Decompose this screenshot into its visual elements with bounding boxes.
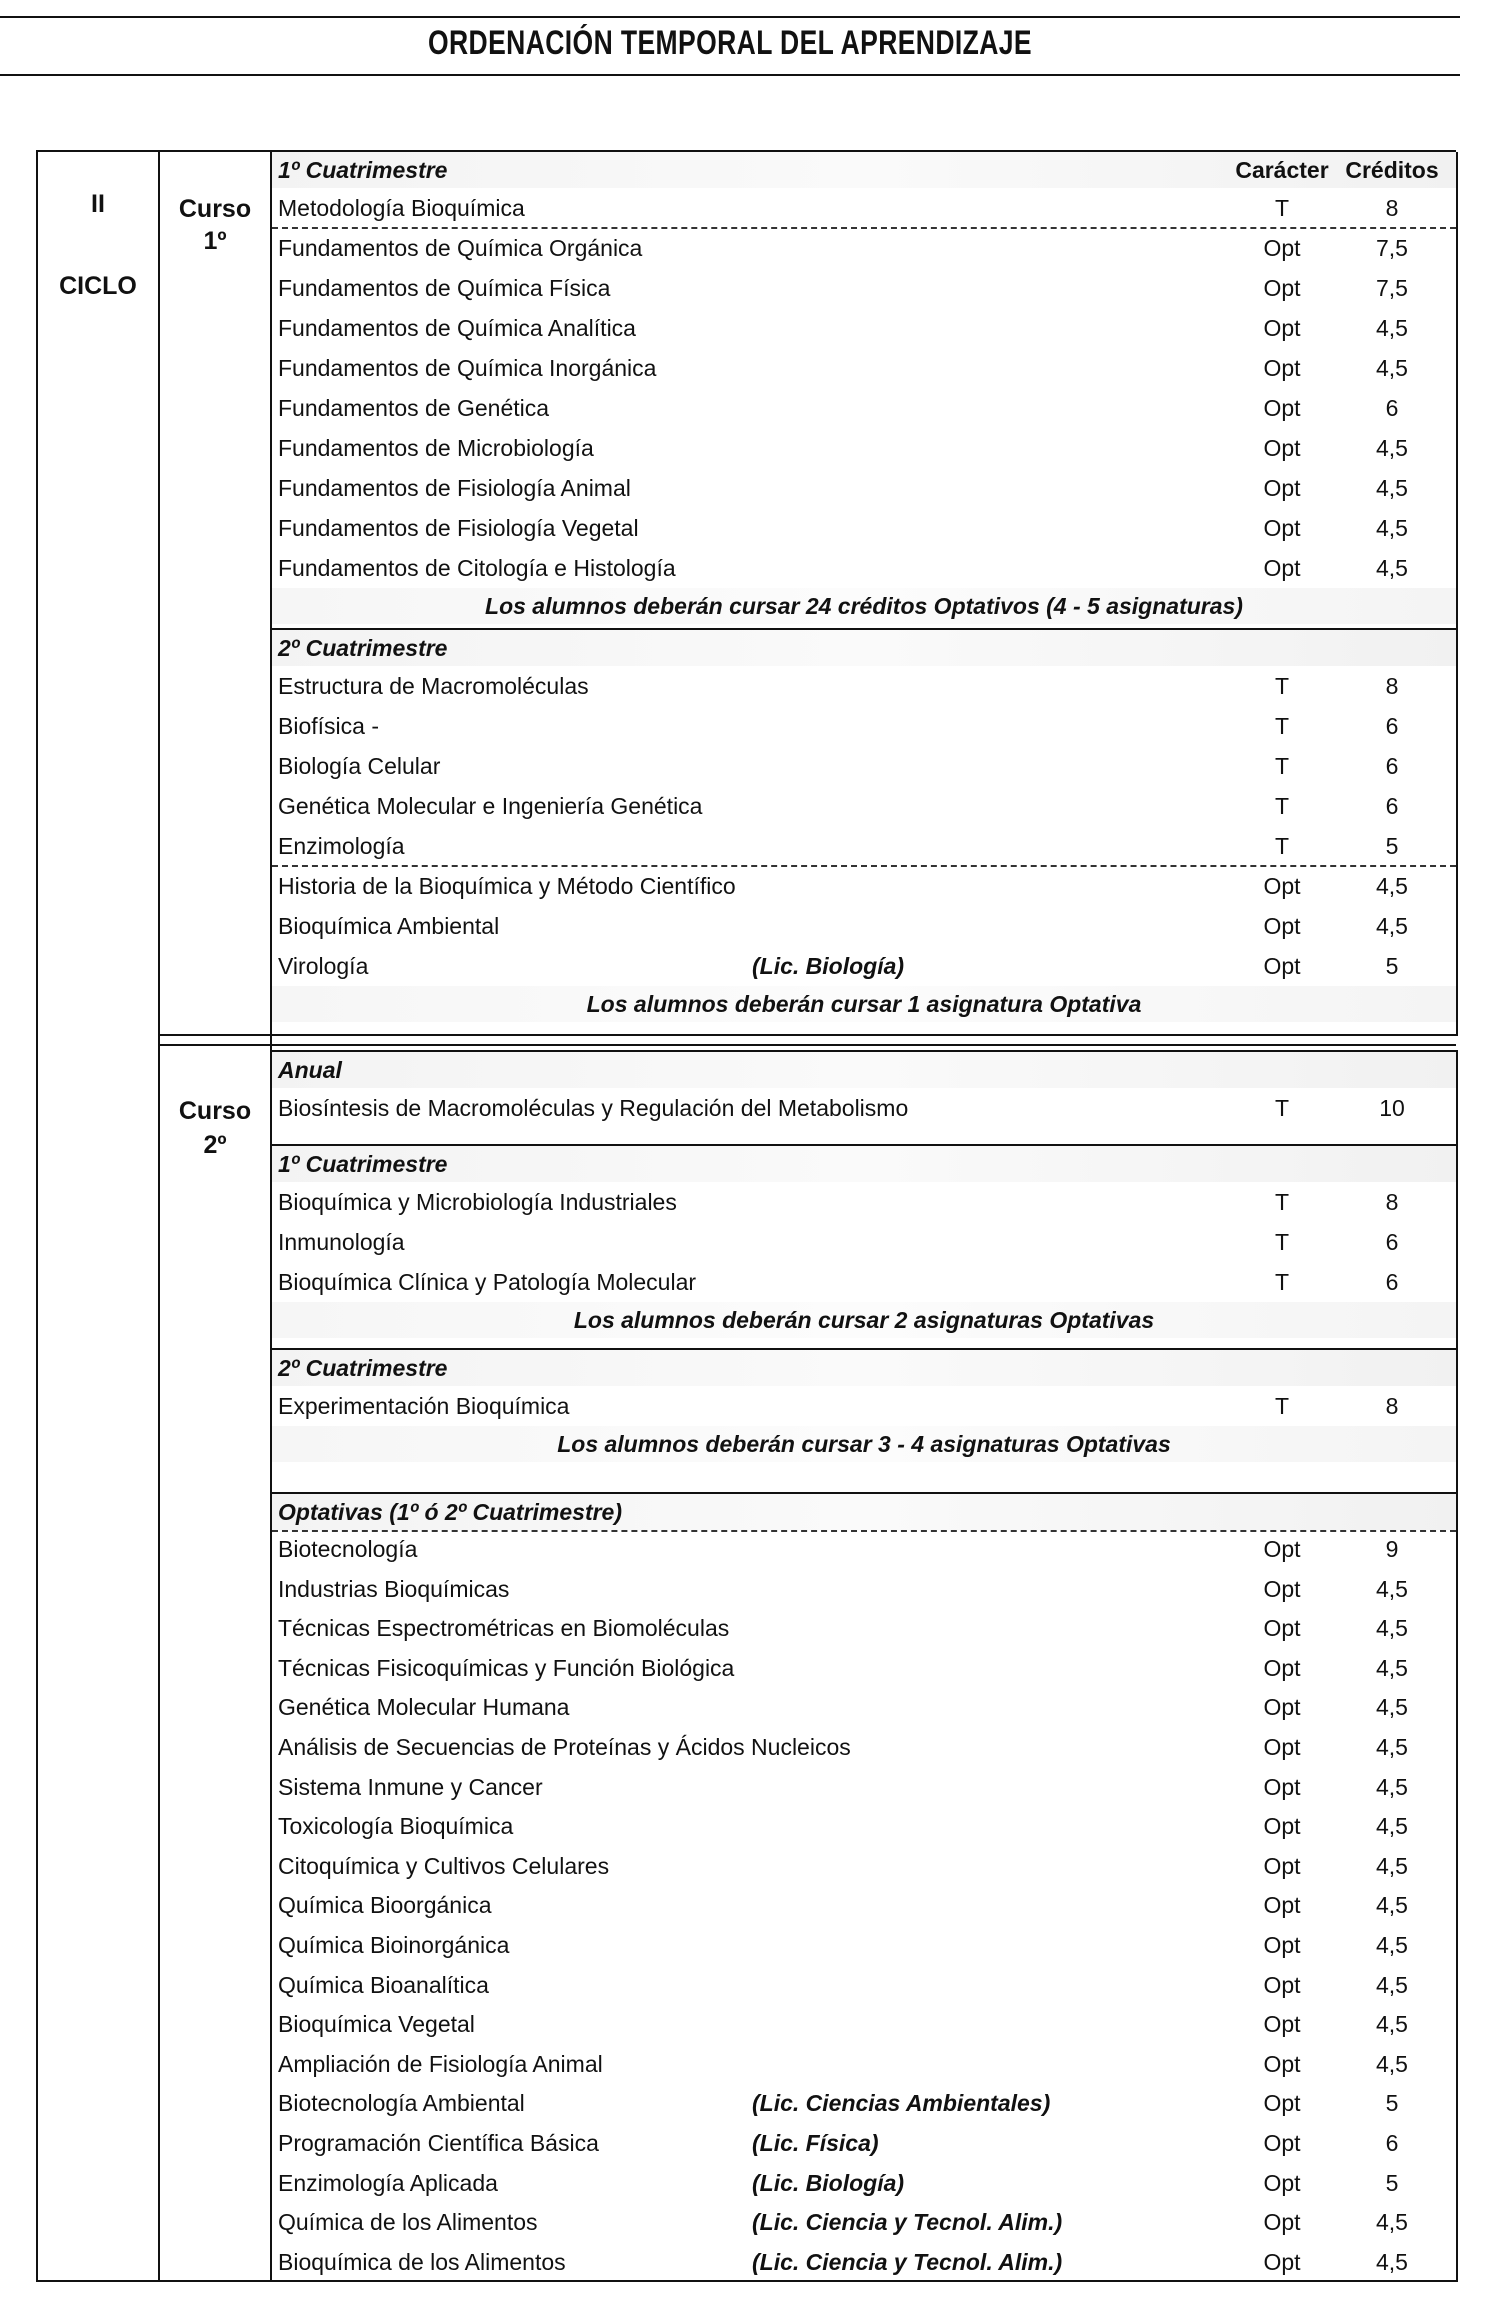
subject-row [272, 2243, 1456, 2283]
ciclo-number: II [91, 190, 105, 218]
subject-row [272, 2005, 1456, 2045]
subject-row [272, 666, 1456, 706]
subject-credits: 7,5 [1376, 275, 1408, 301]
subject-note: (Lic. Ciencia y Tecnol. Alim.) [752, 2248, 1063, 2275]
subject-type: Opt [1263, 1694, 1301, 1721]
subject-type: T [1274, 753, 1290, 779]
page-header [0, 0, 1485, 75]
subject-credits: 6 [1385, 2130, 1399, 2156]
subject-name: Química Bioorgánica [278, 1892, 492, 1919]
subject-credits: 5 [1385, 2090, 1399, 2117]
subject-type: Opt [1263, 1813, 1301, 1840]
subject-credits: 6 [1385, 1269, 1399, 1295]
section-header [272, 152, 1456, 188]
subject-credits: 8 [1385, 195, 1399, 221]
subject-row [272, 348, 1456, 388]
subject-type: Opt [1263, 275, 1301, 301]
subject-row [272, 2045, 1456, 2085]
subject-type: Opt [1263, 395, 1301, 421]
subject-type: Opt [1263, 953, 1301, 979]
subject-type: T [1274, 833, 1290, 859]
subject-row [272, 786, 1456, 826]
subject-row [272, 946, 1456, 986]
subject-credits: 10 [1379, 1095, 1405, 1121]
subject-type: Opt [1263, 555, 1301, 581]
subject-type: Opt [1263, 2050, 1301, 2077]
subject-type: Opt [1263, 475, 1301, 501]
subject-credits: 6 [1385, 713, 1399, 739]
subject-name: Técnicas Fisicoquímicas y Función Biológica [278, 1654, 735, 1681]
year2-annual-block [272, 1050, 1458, 1146]
subject-row [272, 2164, 1456, 2204]
subject-credits: 6 [1385, 395, 1399, 421]
section-header [272, 630, 1456, 666]
subject-name: Enzimología [278, 833, 405, 859]
subject-row [272, 2124, 1456, 2164]
subject-name: Genética Molecular e Ingeniería Genética [278, 793, 703, 819]
subject-credits: 8 [1385, 1189, 1399, 1215]
subject-credits: 5 [1385, 953, 1399, 979]
subject-name: Fundamentos de Fisiología Vegetal [278, 515, 639, 541]
subject-credits: 4,5 [1376, 1734, 1408, 1760]
subject-row [272, 1688, 1456, 1728]
subject-name: Virología [278, 953, 369, 979]
subject-credits: 6 [1385, 753, 1399, 779]
year2-semester1-block [272, 1144, 1458, 1350]
subject-type: Opt [1263, 2090, 1301, 2117]
subject-name: Genética Molecular Humana [278, 1694, 570, 1721]
subject-type: T [1274, 1393, 1290, 1419]
subject-note: (Lic. Ciencia y Tecnol. Alim.) [752, 2209, 1063, 2236]
subject-row [272, 906, 1456, 946]
subject-type: Opt [1263, 2169, 1301, 2196]
subject-type: Opt [1263, 913, 1301, 939]
subject-row [272, 388, 1456, 428]
subject-type: T [1274, 195, 1290, 221]
year2-semester2-block [272, 1348, 1458, 1494]
subject-name: Fundamentos de Microbiología [278, 435, 594, 461]
subject-row [272, 468, 1456, 508]
subject-row [272, 1386, 1456, 1426]
section-title: 1º Cuatrimestre [278, 1151, 448, 1177]
subject-name: Fundamentos de Química Inorgánica [278, 355, 657, 381]
subject-credits: 4,5 [1376, 873, 1408, 899]
section-title: Anual [278, 1057, 342, 1083]
subject-name: Análisis de Secuencias de Proteínas y Ácidos Nucleicos [278, 1734, 851, 1760]
subject-row [272, 2084, 1456, 2124]
curso-column [160, 152, 272, 2280]
subject-credits: 4,5 [1376, 1575, 1408, 1602]
section-title: 2º Cuatrimestre [278, 635, 448, 661]
subject-name: Enzimología Aplicada [278, 2169, 498, 2196]
section-title: 2º Cuatrimestre [278, 1355, 448, 1381]
subject-name: Experimentación Bioquímica [278, 1393, 570, 1419]
subject-row [272, 826, 1456, 866]
subject-row [272, 746, 1456, 786]
subject-name: Toxicología Bioquímica [278, 1813, 514, 1840]
subject-name: Bioquímica Ambiental [278, 913, 500, 939]
subject-note: (Lic. Física) [752, 2130, 879, 2156]
subject-note: (Lic. Biología) [752, 2169, 905, 2196]
subject-credits: 4,5 [1376, 1694, 1408, 1721]
section-header [272, 1052, 1456, 1088]
subject-row [272, 1262, 1456, 1302]
curso2-number: 2º [203, 1131, 227, 1159]
subject-name: Metodología Bioquímica [278, 195, 525, 221]
subject-name: Química de los Alimentos [278, 2209, 538, 2236]
subject-row [272, 548, 1456, 588]
curso1-label: Curso [178, 195, 252, 223]
subject-credits: 4,5 [1376, 2050, 1408, 2077]
subject-credits: 6 [1385, 1229, 1399, 1255]
year1-semester1-block [272, 152, 1458, 628]
subject-row [272, 188, 1456, 228]
subject-type: Opt [1263, 2248, 1301, 2275]
subject-type: T [1274, 713, 1290, 739]
subject-note: (Lic. Biología) [752, 953, 905, 979]
subject-name: Citoquímica y Cultivos Celulares [278, 1852, 610, 1879]
subject-row [272, 1886, 1456, 1926]
subject-credits: 4,5 [1376, 435, 1408, 461]
subject-credits: 4,5 [1376, 913, 1408, 939]
subject-type: Opt [1263, 1773, 1301, 1800]
subject-type: T [1274, 1229, 1290, 1255]
subject-name: Sistema Inmune y Cancer [278, 1773, 543, 1800]
subject-row [272, 308, 1456, 348]
subject-row [272, 1926, 1456, 1966]
subject-row [272, 1807, 1456, 1847]
subject-name: Ampliación de Fisiología Animal [278, 2050, 603, 2077]
year2-electives-block [272, 1492, 1458, 2282]
subject-type: Opt [1263, 2011, 1301, 2038]
subject-note: (Lic. Ciencias Ambientales) [752, 2090, 1051, 2117]
subject-name: Técnicas Espectrométricas en Biomoléculas [278, 1615, 730, 1642]
subject-credits: 8 [1385, 673, 1399, 699]
ciclo-label: CICLO [59, 272, 137, 300]
subject-row [272, 1728, 1456, 1768]
subject-type: Opt [1263, 1852, 1301, 1879]
subject-credits: 4,5 [1376, 1932, 1408, 1958]
subject-type: Opt [1263, 2209, 1301, 2236]
subject-name: Biotecnología [278, 1536, 418, 1562]
subject-credits: 4,5 [1376, 2011, 1408, 2038]
subject-row [272, 2203, 1456, 2243]
subject-name: Bioquímica y Microbiología Industriales [278, 1189, 677, 1215]
subject-row [272, 1088, 1456, 1128]
subject-name: Estructura de Macromoléculas [278, 673, 589, 699]
subject-name: Fundamentos de Citología e Histología [278, 555, 676, 581]
subject-type: T [1274, 1095, 1290, 1121]
section-header [272, 1146, 1456, 1182]
subject-credits: 4,5 [1376, 2248, 1408, 2275]
subject-row [272, 228, 1456, 268]
subject-row [272, 1649, 1456, 1689]
subject-type: Opt [1263, 1892, 1301, 1919]
subject-type: Opt [1263, 1654, 1301, 1681]
subject-name: Historia de la Bioquímica y Método Científico [278, 873, 736, 899]
page-title: ORDENACIÓN TEMPORAL DEL APRENDIZAJE [427, 24, 1033, 62]
subject-type: Opt [1263, 1932, 1301, 1958]
section-title: 1º Cuatrimestre [278, 157, 448, 183]
subject-type: Opt [1263, 1536, 1301, 1562]
subject-name: Biología Celular [278, 753, 441, 779]
subject-credits: 4,5 [1376, 1813, 1408, 1840]
subject-type: T [1274, 673, 1290, 699]
subject-name: Bioquímica Clínica y Patología Molecular [278, 1269, 697, 1295]
subject-name: Fundamentos de Química Analítica [278, 315, 636, 341]
subject-type: T [1274, 1269, 1290, 1295]
section-footnote: Los alumnos deberán cursar 1 asignatura Optativa [272, 986, 1456, 1022]
subject-name: Programación Científica Básica [278, 2130, 599, 2156]
subject-type: Opt [1263, 515, 1301, 541]
title-rule [0, 74, 1460, 76]
subject-row [272, 1768, 1456, 1808]
subject-type: Opt [1263, 355, 1301, 381]
subject-row [272, 1222, 1456, 1262]
section-title: Optativas (1º ó 2º Cuatrimestre) [278, 1499, 623, 1525]
subject-name: Biofísica - [278, 713, 379, 739]
subject-credits: 4,5 [1376, 515, 1408, 541]
subject-type: Opt [1263, 1575, 1301, 1602]
section-footnote: Los alumnos deberán cursar 2 asignaturas Optativas [272, 1302, 1456, 1338]
subject-name: Fundamentos de Genética [278, 395, 550, 421]
year-divider-double [160, 1044, 1456, 1046]
curso1-number: 1º [203, 227, 227, 255]
subject-credits: 4,5 [1376, 1773, 1408, 1800]
subject-credits: 9 [1385, 1536, 1399, 1562]
subject-name: Bioquímica Vegetal [278, 2011, 475, 2038]
subject-credits: 4,5 [1376, 1852, 1408, 1879]
subject-name: Bioquímica de los Alimentos [278, 2248, 566, 2275]
subject-type: T [1274, 793, 1290, 819]
subject-credits: 6 [1385, 793, 1399, 819]
subject-row [272, 1609, 1456, 1649]
column-header-caracter: Carácter [1235, 157, 1329, 183]
curriculum-table [36, 150, 1456, 2282]
ciclo-column [38, 152, 160, 2280]
subject-row [272, 428, 1456, 468]
subject-credits: 4,5 [1376, 1615, 1408, 1642]
subject-type: Opt [1263, 1734, 1301, 1760]
subject-credits: 4,5 [1376, 555, 1408, 581]
subject-name: Fundamentos de Química Orgánica [278, 235, 643, 261]
subject-row [272, 1530, 1456, 1570]
year1-semester2-block [272, 628, 1458, 1036]
subject-credits: 4,5 [1376, 2209, 1408, 2236]
subject-credits: 4,5 [1376, 355, 1408, 381]
subject-name: Química Bioinorgánica [278, 1932, 510, 1958]
subject-row [272, 1182, 1456, 1222]
subject-name: Fundamentos de Fisiología Animal [278, 475, 631, 501]
subject-credits: 4,5 [1376, 1971, 1408, 1998]
subject-credits: 4,5 [1376, 475, 1408, 501]
subject-credits: 8 [1385, 1393, 1399, 1419]
section-footnote: Los alumnos deberán cursar 3 - 4 asignaturas Optativas [272, 1426, 1456, 1462]
section-header [272, 1350, 1456, 1386]
subject-name: Industrias Bioquímicas [278, 1575, 510, 1602]
subject-type: Opt [1263, 1615, 1301, 1642]
subject-type: Opt [1263, 1971, 1301, 1998]
subject-credits: 4,5 [1376, 1654, 1408, 1681]
subject-credits: 5 [1385, 2169, 1399, 2196]
subject-row [272, 1570, 1456, 1610]
subject-credits: 4,5 [1376, 315, 1408, 341]
section-header [272, 1494, 1456, 1530]
column-header-creditos: Créditos [1345, 157, 1439, 183]
subject-name: Fundamentos de Química Física [278, 275, 611, 301]
subject-row [272, 706, 1456, 746]
subject-type: Opt [1263, 873, 1301, 899]
subject-type: Opt [1263, 235, 1301, 261]
subject-credits: 5 [1385, 833, 1399, 859]
subject-row [272, 268, 1456, 308]
subject-type: Opt [1263, 435, 1301, 461]
subject-credits: 4,5 [1376, 1892, 1408, 1919]
top-rule [0, 16, 1460, 18]
subject-type: Opt [1263, 315, 1301, 341]
subject-type: T [1274, 1189, 1290, 1215]
subject-name: Biosíntesis de Macromoléculas y Regulación del Metabolismo [278, 1095, 909, 1121]
subject-name: Química Bioanalítica [278, 1971, 489, 1998]
subject-row [272, 508, 1456, 548]
subject-credits: 7,5 [1376, 235, 1408, 261]
section-footnote: Los alumnos deberán cursar 24 créditos Optativos (4 - 5 asignaturas) [272, 588, 1456, 624]
subject-row [272, 1847, 1456, 1887]
subject-name: Biotecnología Ambiental [278, 2090, 525, 2117]
subject-row [272, 1966, 1456, 2006]
subject-type: Opt [1263, 2130, 1301, 2156]
curso2-label: Curso [178, 1097, 252, 1125]
subject-name: Inmunología [278, 1229, 405, 1255]
subject-row [272, 866, 1456, 906]
